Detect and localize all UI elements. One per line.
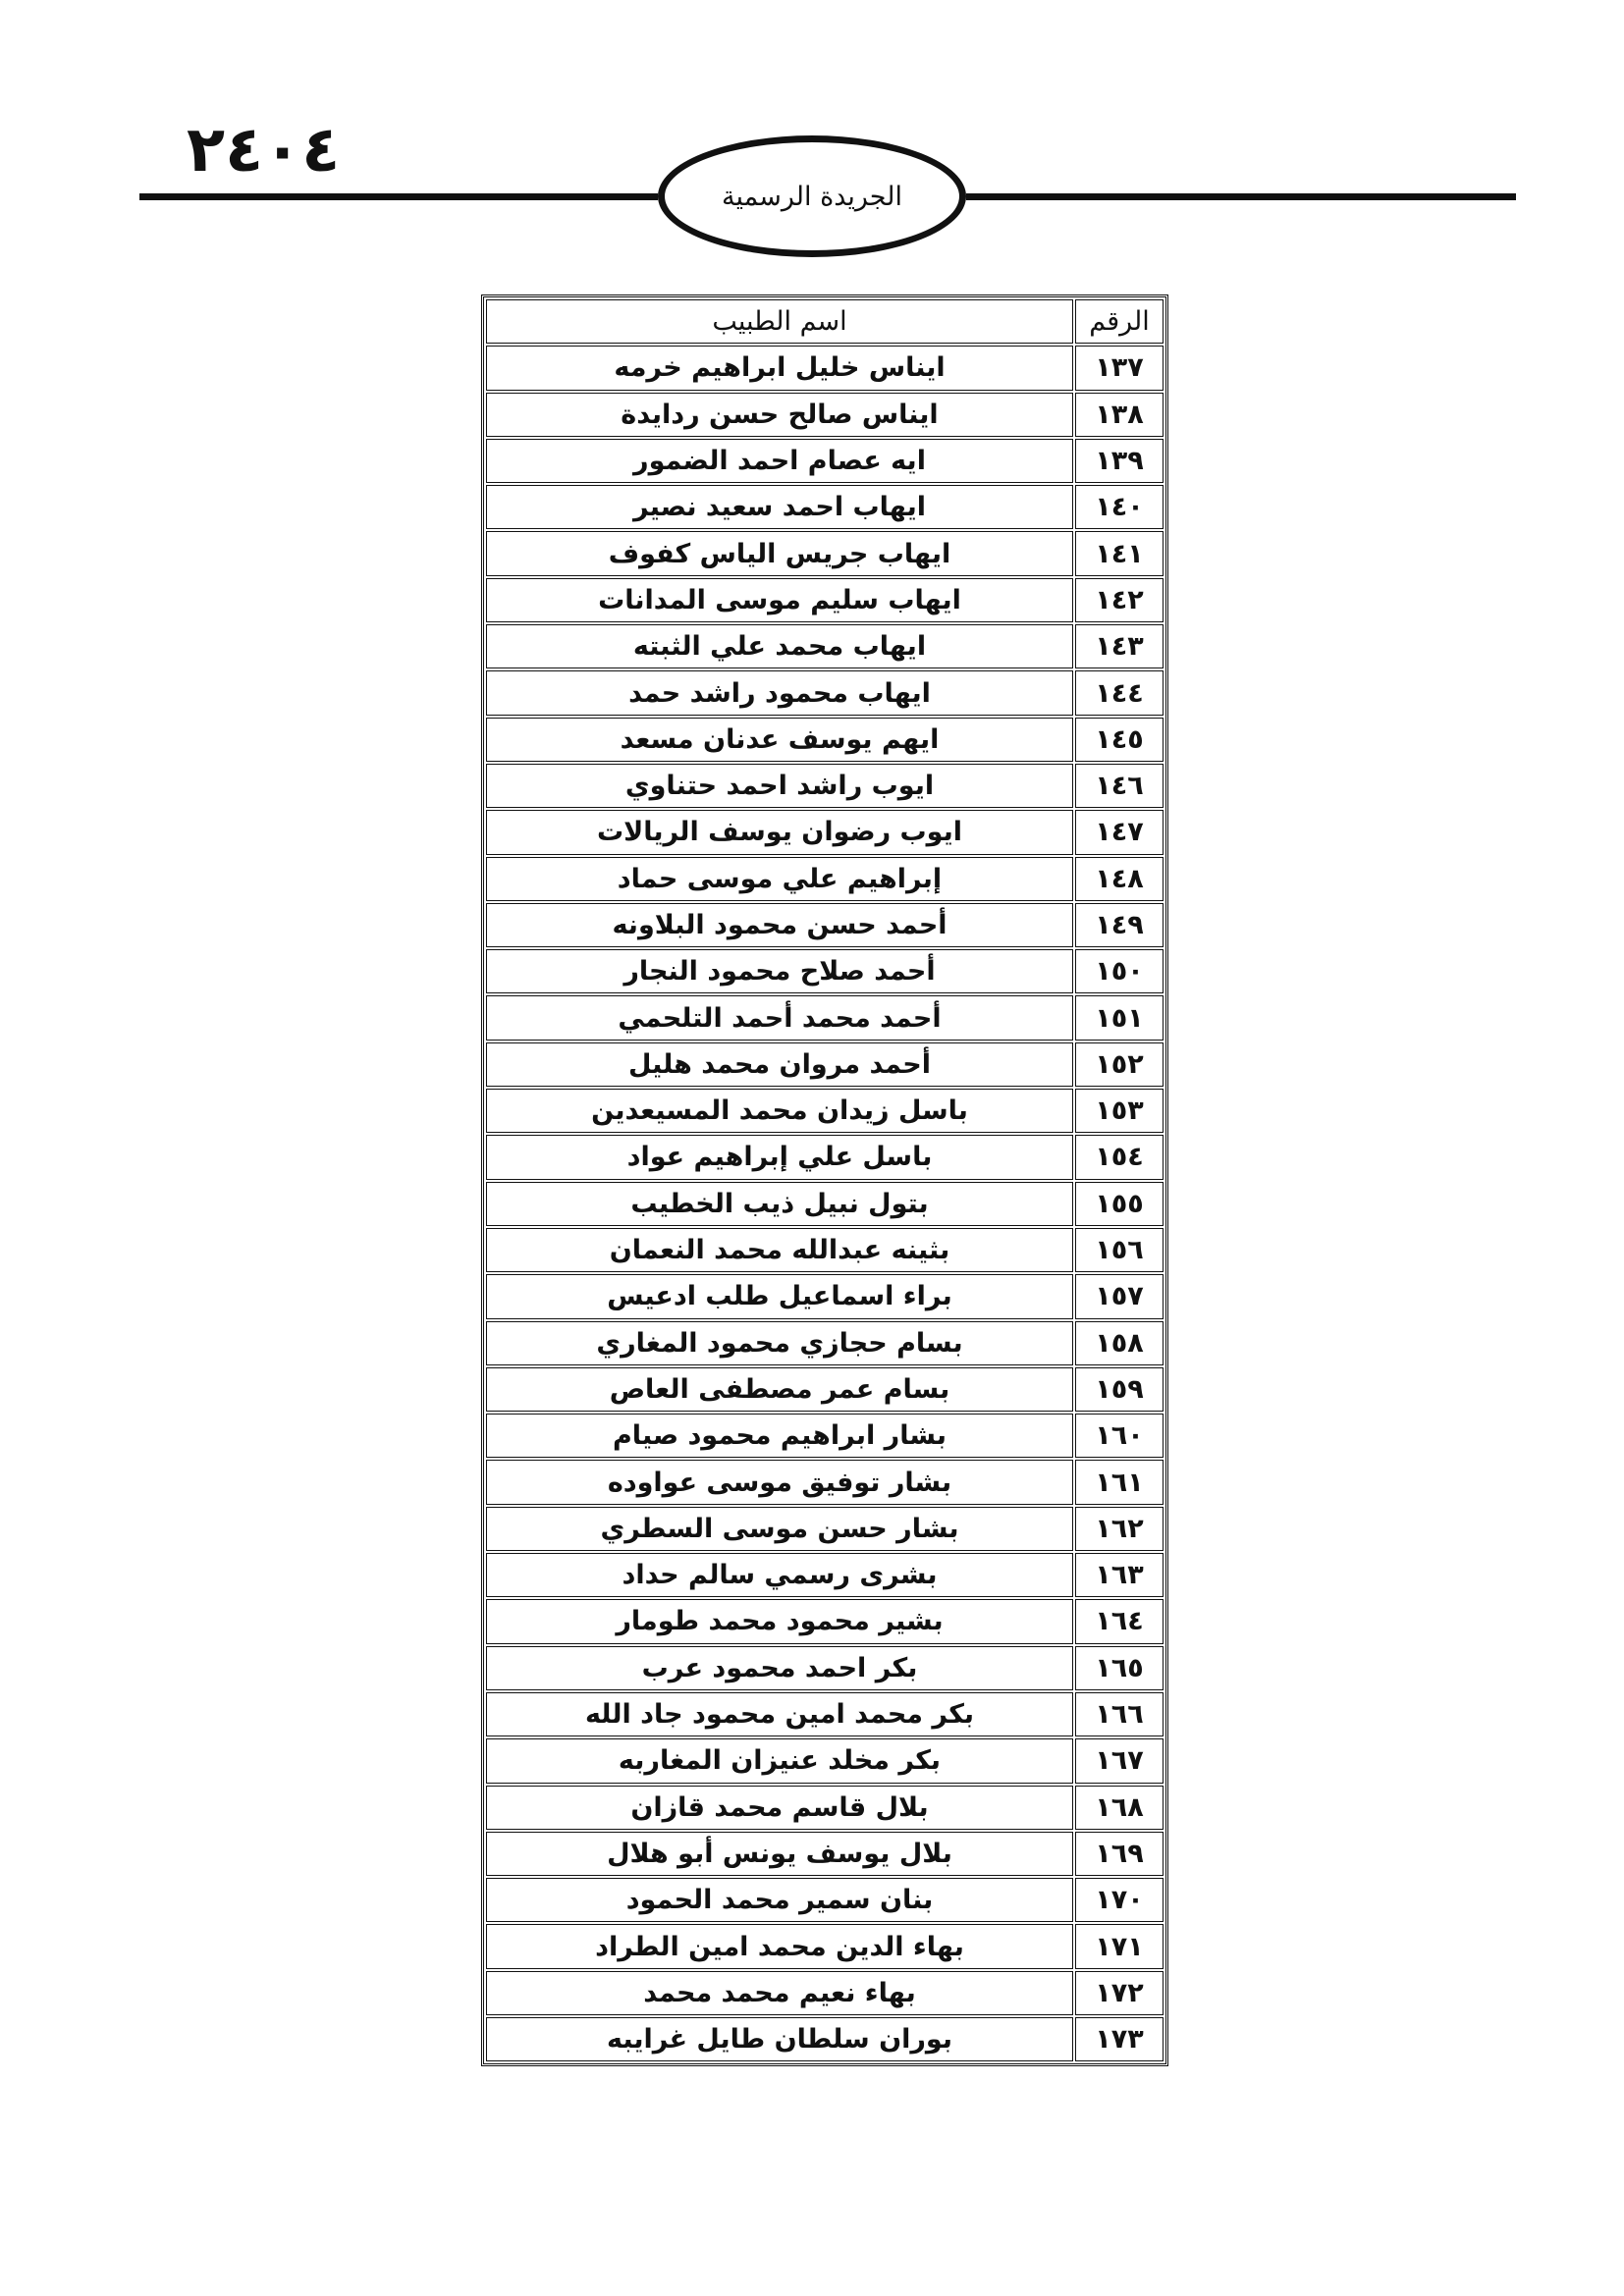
row-number-cell: ١٥٧ <box>1075 1274 1164 1318</box>
doctor-name-cell: بكر مخلد عنيزان المغاربه <box>486 1738 1073 1783</box>
doctor-name-cell: بشار ابراهيم محمود صيام <box>486 1414 1073 1458</box>
table-row <box>486 578 1164 622</box>
doctor-name-cell: ايهم يوسف عدنان مسعد <box>486 718 1073 762</box>
doctor-name-cell: ايه عصام احمد الضمور <box>486 439 1073 483</box>
table-row <box>486 1553 1164 1597</box>
doctors-table-frame <box>481 294 1168 2066</box>
doctor-name-cell: براء اسماعيل طلب ادعيس <box>486 1274 1073 1318</box>
doctor-name-cell: بكر احمد محمود عرب <box>486 1646 1073 1690</box>
table-row <box>486 1971 1164 2015</box>
table-row <box>486 1042 1164 1087</box>
row-number-cell: ١٥٨ <box>1075 1321 1164 1365</box>
row-number-cell: ١٦٨ <box>1075 1786 1164 1830</box>
doctor-name-cell: ايهاب محمود راشد حمد <box>486 670 1073 715</box>
row-number-cell: ١٥٦ <box>1075 1228 1164 1272</box>
header-rule-right <box>966 193 1516 200</box>
row-number-cell: ١٦٧ <box>1075 1738 1164 1783</box>
column-header-name: اسم الطبيب <box>486 299 1073 344</box>
row-number-cell: ١٧٣ <box>1075 2017 1164 2061</box>
table-row <box>486 1738 1164 1783</box>
row-number-cell: ١٤١ <box>1075 531 1164 575</box>
table-row <box>486 949 1164 993</box>
row-number-cell: ١٧١ <box>1075 1924 1164 1968</box>
table-row <box>486 670 1164 715</box>
row-number-cell: ١٦٢ <box>1075 1507 1164 1551</box>
row-number-cell: ١٦٩ <box>1075 1832 1164 1876</box>
table-row <box>486 857 1164 901</box>
row-number-cell: ١٦١ <box>1075 1460 1164 1504</box>
table-row <box>486 393 1164 437</box>
doctor-name-cell: بشار حسن موسى السطري <box>486 1507 1073 1551</box>
doctor-name-cell: بثينه عبدالله محمد النعمان <box>486 1228 1073 1272</box>
table-row <box>486 1646 1164 1690</box>
row-number-cell: ١٤٥ <box>1075 718 1164 762</box>
row-number-cell: ١٥١ <box>1075 995 1164 1040</box>
doctor-name-cell: ايهاب جريس الياس كفوف <box>486 531 1073 575</box>
doctor-name-cell: بكر محمد امين محمود جاد الله <box>486 1692 1073 1736</box>
row-number-cell: ١٦٠ <box>1075 1414 1164 1458</box>
row-number-cell: ١٧٠ <box>1075 1878 1164 1922</box>
doctor-name-cell: بشير محمود محمد طومار <box>486 1599 1073 1643</box>
table-row <box>486 1228 1164 1272</box>
table-row <box>486 346 1164 390</box>
row-number-cell: ١٤٧ <box>1075 810 1164 854</box>
doctor-name-cell: ايوب رضوان يوسف الريالات <box>486 810 1073 854</box>
doctor-name-cell: بلال يوسف يونس أبو هلال <box>486 1832 1073 1876</box>
table-row <box>486 1692 1164 1736</box>
table-row <box>486 903 1164 947</box>
header-rule-left <box>139 193 658 200</box>
doctor-name-cell: أحمد صلاح محمود النجار <box>486 949 1073 993</box>
row-number-cell: ١٣٩ <box>1075 439 1164 483</box>
row-number-cell: ١٥٠ <box>1075 949 1164 993</box>
row-number-cell: ١٦٤ <box>1075 1599 1164 1643</box>
row-number-cell: ١٤٢ <box>1075 578 1164 622</box>
table-header-row <box>486 299 1164 344</box>
row-number-cell: ١٧٢ <box>1075 1971 1164 2015</box>
table-row <box>486 1460 1164 1504</box>
row-number-cell: ١٥٣ <box>1075 1089 1164 1133</box>
doctor-name-cell: بلال قاسم محمد قازان <box>486 1786 1073 1830</box>
table-row <box>486 1274 1164 1318</box>
row-number-cell: ١٣٨ <box>1075 393 1164 437</box>
doctor-name-cell: بشار توفيق موسى عواوده <box>486 1460 1073 1504</box>
doctor-name-cell: بنان سمير محمد الحمود <box>486 1878 1073 1922</box>
row-number-cell: ١٤٦ <box>1075 764 1164 808</box>
doctors-table <box>484 297 1165 2063</box>
doctor-name-cell: أحمد حسن محمود البلاونه <box>486 903 1073 947</box>
doctor-name-cell: ايوب راشد احمد حتناوي <box>486 764 1073 808</box>
table-row <box>486 1321 1164 1365</box>
doctor-name-cell: بوران سلطان طايل غرايبه <box>486 2017 1073 2061</box>
row-number-cell: ١٦٦ <box>1075 1692 1164 1736</box>
table-row <box>486 485 1164 529</box>
table-row <box>486 1089 1164 1133</box>
row-number-cell: ١٤٣ <box>1075 624 1164 668</box>
table-row <box>486 1414 1164 1458</box>
table-row <box>486 1599 1164 1643</box>
table-row <box>486 995 1164 1040</box>
table-row <box>486 764 1164 808</box>
doctor-name-cell: بسام عمر مصطفى العاص <box>486 1367 1073 1412</box>
doctor-name-cell: ايناس خليل ابراهيم خرمه <box>486 346 1073 390</box>
row-number-cell: ١٥٩ <box>1075 1367 1164 1412</box>
table-row <box>486 1832 1164 1876</box>
row-number-cell: ١٤٠ <box>1075 485 1164 529</box>
row-number-cell: ١٣٧ <box>1075 346 1164 390</box>
doctor-name-cell: إبراهيم علي موسى حماد <box>486 857 1073 901</box>
table-row <box>486 1367 1164 1412</box>
row-number-cell: ١٦٣ <box>1075 1553 1164 1597</box>
doctor-name-cell: بتول نبيل ذيب الخطيب <box>486 1182 1073 1226</box>
table-row <box>486 1878 1164 1922</box>
doctor-name-cell: باسل زيدان محمد المسيعدين <box>486 1089 1073 1133</box>
doctor-name-cell: بشرى رسمي سالم حداد <box>486 1553 1073 1597</box>
table-row <box>486 2017 1164 2061</box>
row-number-cell: ١٤٩ <box>1075 903 1164 947</box>
table-row <box>486 1924 1164 1968</box>
doctor-name-cell: أحمد محمد أحمد التلحمي <box>486 995 1073 1040</box>
row-number-cell: ١٦٥ <box>1075 1646 1164 1690</box>
doctor-name-cell: أحمد مروان محمد هليل <box>486 1042 1073 1087</box>
column-header-number: الرقم <box>1075 299 1164 344</box>
row-number-cell: ١٥٤ <box>1075 1135 1164 1179</box>
table-row <box>486 718 1164 762</box>
masthead-oval <box>658 135 966 257</box>
doctor-name-cell: ايهاب سليم موسى المدانات <box>486 578 1073 622</box>
table-row <box>486 1182 1164 1226</box>
row-number-cell: ١٥٢ <box>1075 1042 1164 1087</box>
doctor-name-cell: ايناس صالح حسن ردايدة <box>486 393 1073 437</box>
table-row <box>486 531 1164 575</box>
page-number: ٢٤٠٤ <box>187 114 341 187</box>
doctor-name-cell: ايهاب محمد علي الثبته <box>486 624 1073 668</box>
doctor-name-cell: باسل علي إبراهيم عواد <box>486 1135 1073 1179</box>
row-number-cell: ١٤٨ <box>1075 857 1164 901</box>
doctor-name-cell: بسام حجازي محمود المغاري <box>486 1321 1073 1365</box>
table-row <box>486 1507 1164 1551</box>
table-row <box>486 1135 1164 1179</box>
masthead-title: الجريدة الرسمية <box>722 181 902 212</box>
table-row <box>486 439 1164 483</box>
table-row <box>486 624 1164 668</box>
table-row <box>486 810 1164 854</box>
table-row <box>486 1786 1164 1830</box>
doctor-name-cell: بهاء الدين محمد امين الطراد <box>486 1924 1073 1968</box>
row-number-cell: ١٥٥ <box>1075 1182 1164 1226</box>
row-number-cell: ١٤٤ <box>1075 670 1164 715</box>
doctor-name-cell: ايهاب احمد سعيد نصير <box>486 485 1073 529</box>
doctor-name-cell: بهاء نعيم محمد محمد <box>486 1971 1073 2015</box>
